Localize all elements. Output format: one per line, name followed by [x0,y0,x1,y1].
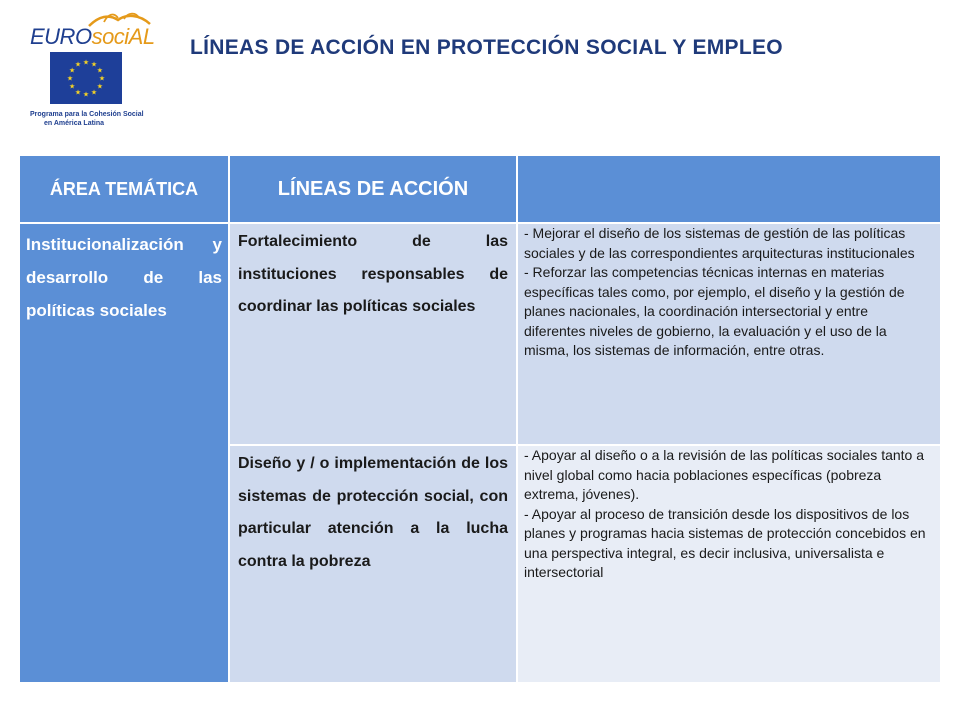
star-icon: ★ [82,91,90,99]
star-icon: ★ [66,75,74,83]
description-item: - Mejorar el diseño de los sistemas de gestión de las políticas sociales y de las correspondientes arquitecturas institucionales [524,225,915,261]
description-item: - Apoyar al diseño o a la revisión de las políticas sociales tanto a nivel global como hacia poblaciones específicas (pobreza extrema, jóvenes). [524,447,925,502]
star-icon: ★ [69,83,76,91]
action-line-cell: Diseño y / o implementación de los sistemas de protección social, con particular atención a la lucha contra la pobreza [229,445,517,683]
description-cell [517,445,941,683]
star-icon: ★ [90,61,98,69]
description-item: - Apoyar al proceso de transición desde los dispositivos de los planes y programas hacia sistemas de protección concebidos en una perspectiva integral, es decir inclusiva, universalista e intersectorial [524,505,926,580]
star-icon: ★ [74,89,82,97]
action-lines-table [18,154,942,684]
page-title: LÍNEAS DE ACCIÓN EN PROTECCIÓN SOCIAL Y EMPLEO [190,36,783,59]
eurosocial-logo [22,10,155,128]
description-item: - Reforzar las competencias técnicas internas en materias específicas tales como, por ejemplo, el diseño y la gestión de planes nacionales, la coordinación intersectorial y entre diferentes niveles de gobierno, la evaluación y el uso de la misma, los sistemas de información, entre otras. [524,264,905,358]
table-header-row [19,155,941,223]
star-icon: ★ [90,89,98,97]
header-area: ÁREA TEMÁTICA [19,155,229,223]
area-cell: Institucionalización y desarrollo de las políticas sociales [19,223,229,683]
logo-wordmark: EUROsociAL [30,24,155,49]
eu-flag-icon [50,52,122,104]
header-lines: LÍNEAS DE ACCIÓN [229,155,517,223]
action-line-cell: Fortalecimiento de las instituciones responsables de coordinar las políticas sociales [229,223,517,445]
star-icon: ★ [98,75,106,83]
star-icon: ★ [74,61,82,69]
star-icon: ★ [96,83,103,91]
star-icon: ★ [82,59,90,67]
star-icon: ★ [96,67,103,75]
logo-subtitle: Programa para la Cohesión Social en América Latina [30,111,144,127]
description-cell [517,223,941,445]
header-desc [517,155,941,223]
star-icon: ★ [69,67,76,75]
table-row [19,223,941,445]
